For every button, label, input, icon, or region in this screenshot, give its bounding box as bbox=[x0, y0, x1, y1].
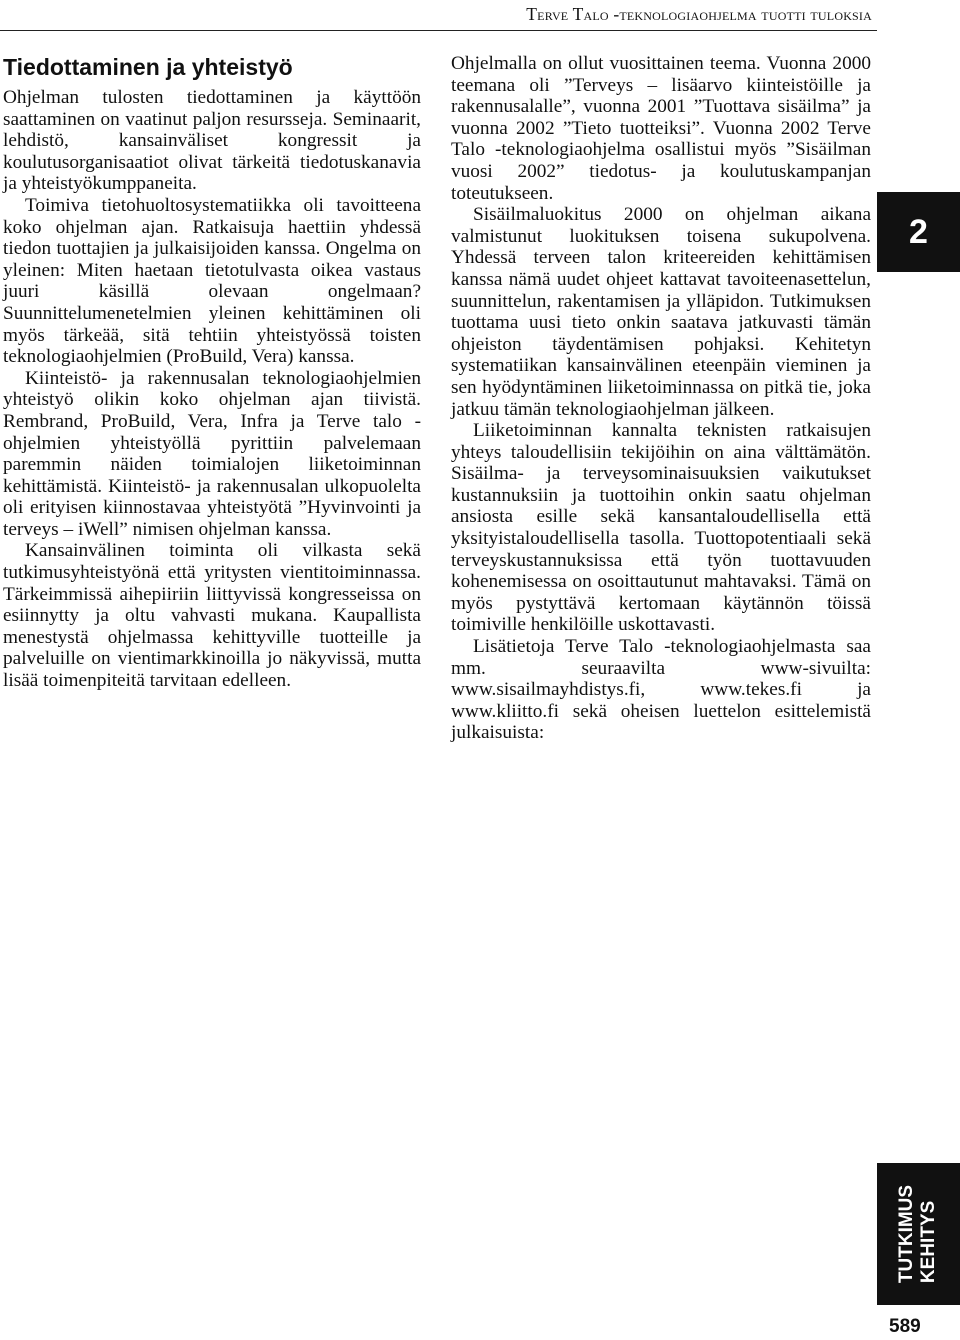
paragraph: Ohjelmalla on ollut vuosittainen teema. Vuonna 2000 teemana oli ”Terveys – lisäarvo kiinteistöille ja rakennusalalle”, vuonna 2001 ”Tuottava sisäilma” ja vuonna 2002 ”Tieto tuotteiksi”. Vuonna 2002 Terve Talo -teknologiaohjelma osallistui myös ”Sisäilman vuosi 2002” tiedotus- ja koulutuskampanjan toteutukseen. bbox=[451, 53, 871, 204]
side-tab-line: TUTKIMUS bbox=[896, 1184, 917, 1284]
page-number: 589 bbox=[889, 1316, 921, 1337]
paragraph: Ohjelman tulosten tiedottaminen ja käyttöön saattaminen on vaatinut paljon resursseja. Seminaarit, lehdistö, kansainväliset kongressit ja koulutusorganisaatiot olivat tärkeitä tiedotuskanavia ja yhteistyökumppaneita. bbox=[3, 87, 421, 195]
paragraph: Kiinteistö- ja rakennusalan teknologiaohjelmien yhteistyö olikin koko ohjelman ajan tiivistä. Rembrand, ProBuild, Vera, Infra ja Terve talo -ohjelmien yhteistyöllä pyrittiin palvelemaan paremmin näiden toimialojen liiketoiminnan kehittämistä. Kiinteistö- ja rakennusalan ulkopuolelta oli erityisen kiinnostavaa yhteistyötä ”Hyvinvointi ja terveys – iWell” nimisen ohjelman kanssa. bbox=[3, 367, 421, 540]
right-column bbox=[451, 53, 871, 744]
paragraph: Lisätietoja Terve Talo -teknologiaohjelmasta saa mm. seuraavilta www-sivuilta: www.sisailmayhdistys.fi, www.tekes.fi ja www.kliitto.fi sekä oheisen luettelon esittelemistä julkaisuista: bbox=[451, 636, 871, 744]
section-title: Tiedottaminen ja yhteistyö bbox=[3, 54, 293, 80]
side-tab bbox=[877, 1163, 960, 1305]
running-header: Terve Talo -teknologiaohjelma tuotti tuloksia bbox=[526, 4, 872, 24]
left-column bbox=[3, 52, 421, 692]
paragraph: Kansainvälinen toiminta oli vilkasta sekä tutkimusyhteistyönä että yritysten vientitoiminnassa. Tärkeimmissä aihepiiriin liittyvissä kongresseissa on esiinnytty ja oltu vahvasti mukana. Kaupallista menestystä ohjelmassa kehittyville tuotteille ja palveluille on vientimarkkinoilla jo näkyvissä, mutta lisää toimenpiteitä tarvitaan edelleen. bbox=[3, 540, 421, 692]
chapter-tab: 2 bbox=[877, 192, 960, 272]
paragraph: Sisäilmaluokitus 2000 on ohjelman aikana valmistunut luokituksen toisena sukupolvena. Yhdessä terveen talon kriteereiden kehittämisen kanssa nämä uudet ohjeet kattavat tavoiteenasettelun, suunnittelun, rakentamisen ja ylläpidon. Tutkimuksen tuottama uusi tieto onkin saatava jatkuvasti tämän ohjeiston täydentämisen pohjaksi. Kehitetyn systematiikan kansainvälinen eteenpäin vieminen ja sen hyödyntäminen liiketoiminnassa on pitkä tie, joka jatkuu tämän teknologiaohjelman jälkeen. bbox=[451, 204, 871, 420]
paragraph: Liiketoiminnan kannalta teknisten ratkaisujen yhteys taloudellisiin tekijöihin on aina välttämätön. Sisäilma- ja terveysominaisuuksien vaikutukset kustannuksiin ja tuottoihin onkin saatu ohjelman ansiosta esille sekä kansantaloudellisella että yksityistaloudellisella tasolla. Tuottopotentiaali sekä terveyskustannuksissa että työn tuottavuuden kohenemisessa on osoittautunut mahtavaksi. Tämä on myös pystyttävä kertomaan käytännön töissä toimiville henkilöille uskottavasti. bbox=[451, 420, 871, 636]
paragraph: Toimiva tietohuoltosystematiikka oli tavoitteena koko ohjelman ajan. Ratkaisuja haettiin yhdessä tiedon tuottajien ja julkaisijoiden kanssa. Ongelma on yleinen: Miten haetaan tietotulvasta oikea vastaus juuri käsillä olevaan ongelmaan? Suunnittelumenetelmien yleinen kehittäminen oli myös tärkeää, sitä tehtiin yhteistyössä toisten teknologiaohjelmien (ProBuild, Vera) kanssa. bbox=[3, 194, 421, 368]
header-rule bbox=[0, 30, 877, 31]
side-tab-label bbox=[896, 1185, 940, 1283]
side-tab-line: KEHITYS bbox=[918, 1200, 939, 1284]
